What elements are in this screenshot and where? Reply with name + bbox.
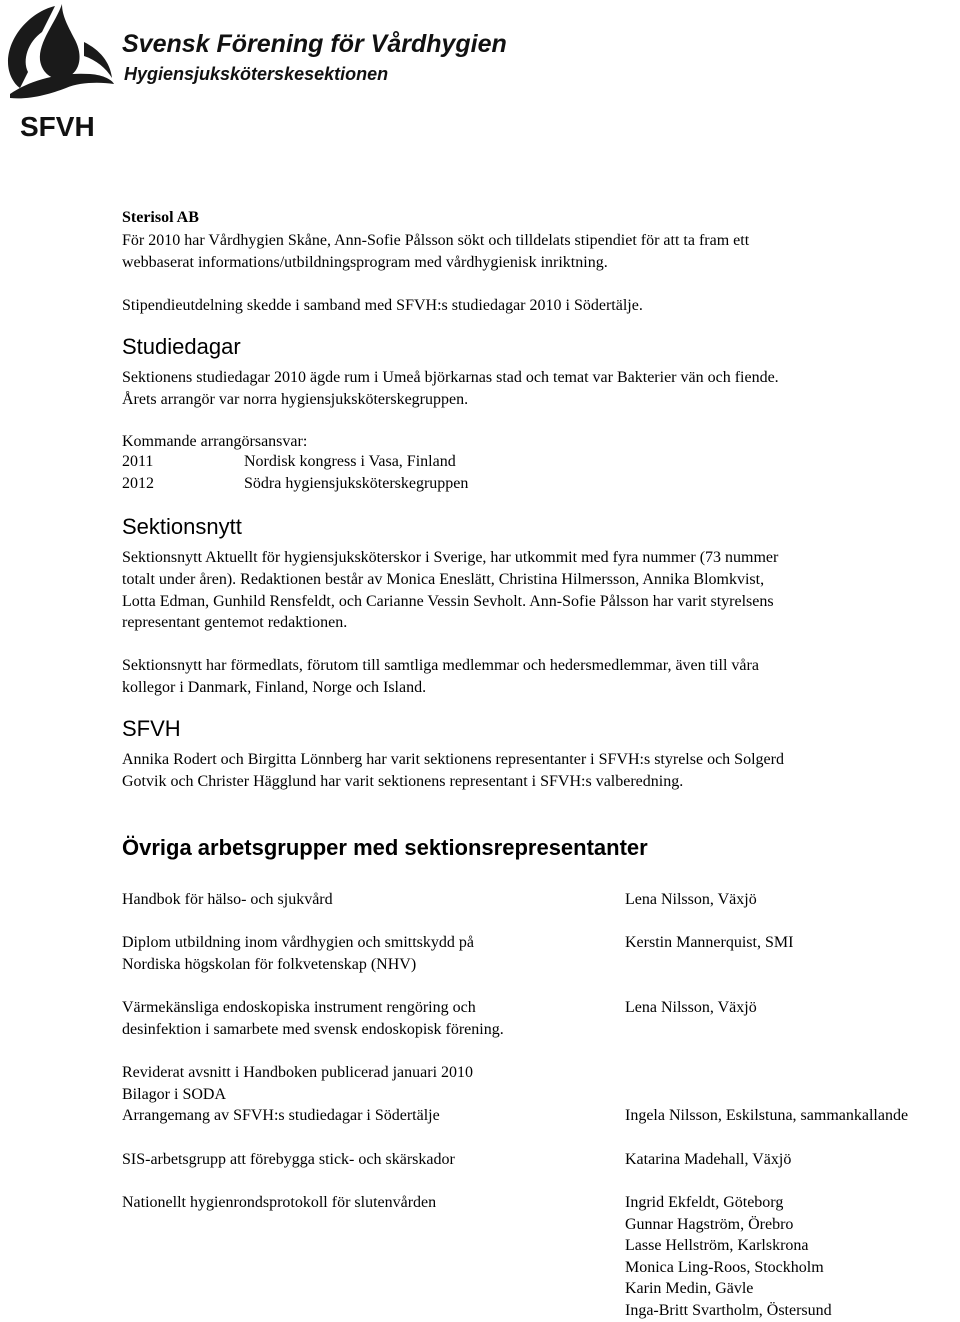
workgroup-rep: Karin Medin, Gävle <box>625 1280 754 1297</box>
workgroup-rep: Inga-Britt Svartholm, Östersund <box>625 1302 832 1319</box>
sektionsnytt-line: totalt under åren). Redaktionen består av Monica Eneslätt, Christina Hilmersson, Annika Blomkvist, <box>122 571 765 588</box>
sektionsnytt-line: Lotta Edman, Gunhild Rensfeldt, och Carianne Vessin Sevholt. Ann-Sofie Pålsson har varit styrelsens <box>122 593 774 610</box>
workgroup-name: SIS-arbetsgrupp att förebygga stick- och skärskador <box>122 1151 455 1168</box>
workgroup-name: Nationellt hygienrondsprotokoll för slutenvården <box>122 1194 437 1211</box>
sektionsnytt-line: Sektionsnytt har förmedlats, förutom till samtliga medlemmar och hedersmedlemmar, även till våra <box>122 657 759 674</box>
workgroup-rep: Lena Nilsson, Växjö <box>625 999 757 1016</box>
upcoming-text: Nordisk kongress i Vasa, Finland <box>244 453 456 470</box>
workgroup-rep: Ingela Nilsson, Eskilstuna, sammankallande <box>625 1107 909 1124</box>
workgroup-name: Handbok för hälso- och sjukvård <box>122 891 333 908</box>
workgroup-rep: Monica Ling-Roos, Stockholm <box>625 1259 824 1276</box>
workgroup-rep: Gunnar Hagström, Örebro <box>625 1216 794 1233</box>
section-heading-studiedagar: Studiedagar <box>122 334 241 359</box>
sektionsnytt-line: representant gentemot redaktionen. <box>122 614 348 631</box>
sterisol-line: webbaserat informations/utbildningsprogram med vårdhygienisk inriktning. <box>122 254 608 271</box>
workgroup-rep: Ingrid Ekfeldt, Göteborg <box>625 1194 784 1211</box>
upcoming-label: Kommande arrangörsansvar: <box>122 433 308 450</box>
workgroup-rep: Lena Nilsson, Växjö <box>625 891 757 908</box>
workgroup-name: Diplom utbildning inom vårdhygien och smittskydd på <box>122 934 474 951</box>
logo-text: SFVH <box>20 111 95 142</box>
section-heading-sektionsnytt: Sektionsnytt <box>122 514 242 539</box>
sfvh-line: Annika Rodert och Birgitta Lönnberg har varit sektionens representanter i SFVH:s styrelse och Solgerd <box>122 751 784 768</box>
upcoming-year: 2011 <box>122 453 154 470</box>
workgroup-name: Arrangemang av SFVH:s studiedagar i Södertälje <box>122 1107 440 1124</box>
org-name: Svensk Förening för Vårdhygien <box>122 30 507 58</box>
workgroup-name: Bilagor i SODA <box>122 1086 226 1103</box>
workgroup-name: Reviderat avsnitt i Handboken publicerad januari 2010 <box>122 1064 474 1081</box>
sektionsnytt-line: kollegor i Danmark, Finland, Norge och Island. <box>122 679 427 696</box>
sterisol-title: Sterisol AB <box>122 209 199 226</box>
workgroup-rep: Kerstin Mannerquist, SMI <box>625 934 794 951</box>
section-heading-sfvh: SFVH <box>122 716 181 741</box>
studiedagar-line: Sektionens studiedagar 2010 ägde rum i Umeå björkarnas stad och temat var Bakterier vän och fiende. <box>122 369 779 386</box>
workgroup-rep: Katarina Madehall, Växjö <box>625 1151 792 1168</box>
sterisol-line: Stipendieutdelning skedde i samband med SFVH:s studiedagar 2010 i Södertälje. <box>122 297 643 314</box>
sterisol-line: För 2010 har Vårdhygien Skåne, Ann-Sofie Pålsson sökt och tilldelats stipendiet för att ta fram ett <box>122 232 750 249</box>
sfvh-logo <box>0 2 120 142</box>
org-subtitle: Hygiensjuksköterskesektionen <box>124 64 389 84</box>
studiedagar-line: Årets arrangör var norra hygiensjuksköterskegruppen. <box>122 391 469 408</box>
workgroup-name: Värmekänsliga endoskopiska instrument rengöring och <box>122 999 476 1016</box>
upcoming-text: Södra hygiensjuksköterskegruppen <box>244 475 469 492</box>
workgroup-name: Nordiska högskolan för folkvetenskap (NHV) <box>122 956 417 973</box>
sfvh-line: Gotvik och Christer Hägglund har varit sektionens representant i SFVH:s valberedning. <box>122 773 684 790</box>
sektionsnytt-line: Sektionsnytt Aktuellt för hygiensjuksköterskor i Sverige, har utkommit med fyra nummer (73 nummer <box>122 549 779 566</box>
upcoming-year: 2012 <box>122 475 154 492</box>
workgroup-rep: Lasse Hellström, Karlskrona <box>625 1237 809 1254</box>
workgroup-name: desinfektion i samarbete med svensk endoskopisk förening. <box>122 1021 504 1038</box>
section-heading-ovriga: Övriga arbetsgrupper med sektionsrepresentanter <box>122 835 648 860</box>
document-header <box>0 0 960 150</box>
